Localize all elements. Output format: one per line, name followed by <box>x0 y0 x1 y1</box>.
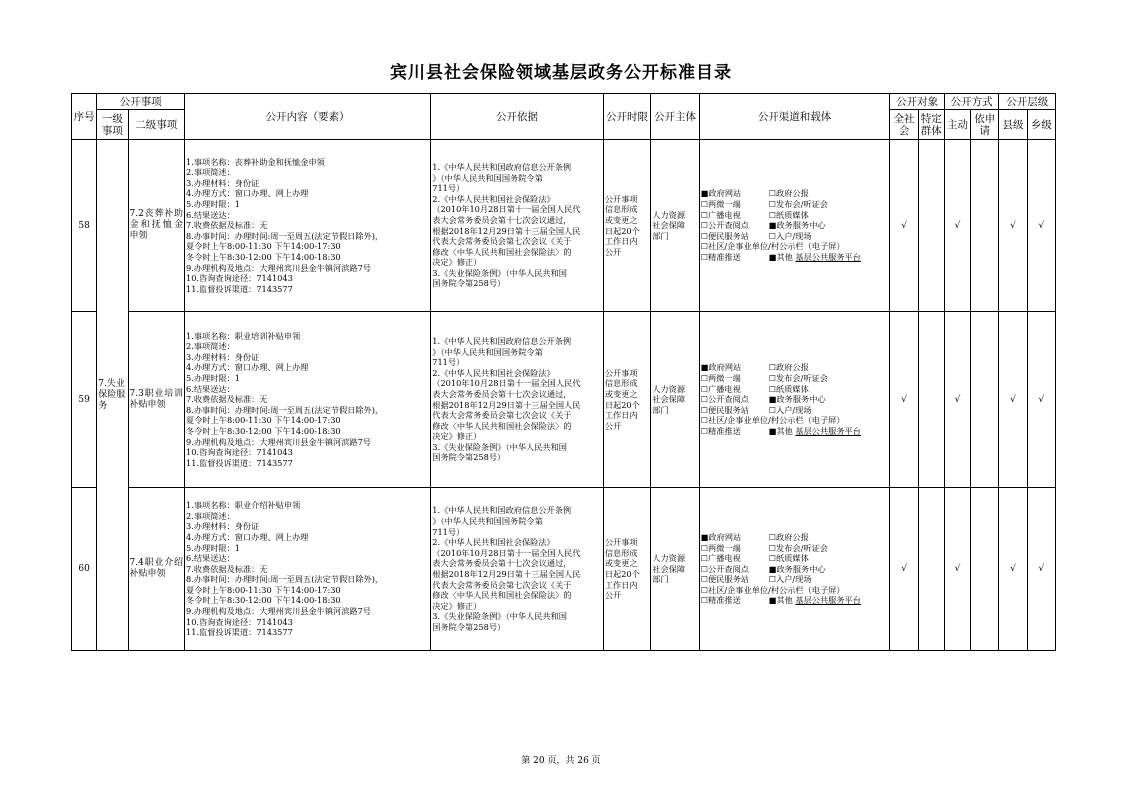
channel-option: ☐精准推送 <box>700 425 741 436</box>
content-line: 10.咨询查询途径：7141043 <box>186 447 293 458</box>
basis-line: 决定》修正） <box>432 257 482 268</box>
channel-option: ☐便民服务站 <box>700 404 749 415</box>
channel-option: ☐广播电视 <box>700 553 741 564</box>
level1-item: 7.失业保险服务 <box>97 140 128 651</box>
basis-line: 代表大会常务委员会第七次会议《关于 <box>432 410 572 421</box>
row-seq: 58 <box>72 140 97 312</box>
content-line: 8.办事时间：办理时间:周一至周五(法定节假日除外)， <box>186 230 384 241</box>
body-line: 人力资源 <box>652 209 686 220</box>
channel-option: ☐发布会/听证会 <box>768 542 828 553</box>
time-line: 工作日内 <box>604 579 638 590</box>
channel-option: ☐精准推送 <box>700 595 741 606</box>
basis-line: （2010年10月28日第十一届全国人民代 <box>432 204 581 215</box>
time-line: 公开 <box>604 420 622 431</box>
check-method-request <box>971 140 999 312</box>
body-cell <box>651 488 699 651</box>
channel-other-text: 基层公共服务平台 <box>795 251 861 262</box>
header-channel: 公开渠道和载体 <box>699 94 890 140</box>
body-line: 部门 <box>652 574 669 585</box>
check-method-active: √ <box>944 488 970 651</box>
header-target-all: 全社会 <box>890 110 918 140</box>
content-cell <box>185 312 431 488</box>
time-line: 公开事项 <box>604 367 638 378</box>
header-target-specific: 特定群体 <box>918 110 944 140</box>
body-line: 社会保障 <box>652 563 686 574</box>
channel-cell <box>699 140 890 312</box>
channel-option: ☐公开查阅点 <box>700 563 749 574</box>
check-level-county: √ <box>999 140 1027 312</box>
time-line: 信息形成 <box>604 547 638 558</box>
content-line: 4.办理方式：窗口办理、网上办理 <box>186 188 309 199</box>
basis-line: 》（中华人民共和国国务院令第 <box>432 346 543 357</box>
content-line: 9.办理机构及地点：大理州宾川县金牛镇河滨路7号 <box>186 436 371 447</box>
basis-line: 修改〈中华人民共和国社会保险法〉的 <box>432 590 572 601</box>
channel-option: ☐精准推送 <box>700 251 741 262</box>
table-row <box>72 312 1056 488</box>
header-level-town: 乡级 <box>1027 110 1055 140</box>
content-line: 11.监督投诉渠道：7143577 <box>186 283 293 294</box>
channel-option: ☐入户/现场 <box>768 404 812 415</box>
row-seq: 60 <box>72 488 97 651</box>
row-seq: 59 <box>72 312 97 488</box>
content-line: 10.咨询查询途径：7141043 <box>186 273 293 284</box>
check-level-town: √ <box>1027 140 1055 312</box>
time-line: 工作日内 <box>604 410 638 421</box>
content-line: 夏令时上午8:00-11:30 下午14:00-17:30 <box>186 584 341 595</box>
channel-grid <box>701 188 889 262</box>
channel-option: ☐公开查阅点 <box>700 220 749 231</box>
content-line: 11.监督投诉渠道：7143577 <box>186 457 293 468</box>
channel-option: ☐入户/现场 <box>768 574 812 585</box>
content-line: 9.办理机构及地点：大理州宾川县金牛镇河滨路7号 <box>186 606 371 617</box>
channel-option: ☐政府公报 <box>768 188 809 199</box>
check-level-county: √ <box>999 312 1027 488</box>
time-line: 或变更之 <box>604 388 638 399</box>
channel-option: ☐两微一端 <box>700 199 741 210</box>
table-row <box>72 140 1056 312</box>
time-cell <box>603 488 650 651</box>
time-line: 工作日内 <box>604 236 638 247</box>
basis-line: 表大会常务委员会第十七次会议通过， <box>432 558 572 569</box>
channel-option-other: ■其他 基层公共服务平台 <box>768 425 861 436</box>
content-line: 5.办理时限：1 <box>186 199 240 210</box>
time-line: 或变更之 <box>604 558 638 569</box>
check-target-all: √ <box>890 488 918 651</box>
content-line: 4.办理方式：窗口办理、网上办理 <box>186 531 309 542</box>
header-basis: 公开依据 <box>431 94 604 140</box>
basis-line: 修改〈中华人民共和国社会保险法〉的 <box>432 246 572 257</box>
basis-line: 1.《中华人民共和国政府信息公开条例 <box>432 335 572 346</box>
header-body: 公开主体 <box>651 94 699 140</box>
channel-option-other: ■其他 基层公共服务平台 <box>768 251 861 262</box>
table-row <box>72 488 1056 651</box>
basis-cell <box>431 312 604 488</box>
basis-line: 根据2018年12月29日第十三届全国人民 <box>432 225 581 236</box>
channel-option: ☐社区/企事业单位/村公示栏（电子屏） <box>700 584 845 595</box>
channel-option: ■政务服务中心 <box>768 220 826 231</box>
body-line: 部门 <box>652 404 669 415</box>
channel-option: ■政府网站 <box>700 531 742 542</box>
channel-option: ☐社区/企事业单位/村公示栏（电子屏） <box>700 241 845 252</box>
basis-line: 国务院令第258号） <box>432 452 506 463</box>
channel-option: ☐两微一端 <box>700 542 741 553</box>
check-level-town: √ <box>1027 312 1055 488</box>
basis-line: （2010年10月28日第十一届全国人民代 <box>432 547 581 558</box>
check-target-specific <box>918 488 944 651</box>
channel-option: ☐政府公报 <box>768 531 809 542</box>
body-line: 人力资源 <box>652 553 686 564</box>
time-line: 公开 <box>604 246 622 257</box>
header-level-county: 县级 <box>999 110 1027 140</box>
header-time: 公开时限 <box>603 94 650 140</box>
body-line: 社会保障 <box>652 394 686 405</box>
basis-line: 表大会常务委员会第十七次会议通过， <box>432 388 572 399</box>
level2-item: 7.4职业介绍补贴申领 <box>128 488 185 651</box>
basis-line: 2.《中华人民共和国社会保险法》 <box>432 193 555 204</box>
time-line: 日起20个 <box>604 225 640 236</box>
channel-option-other: ■其他 基层公共服务平台 <box>768 595 861 606</box>
channel-option: ☐纸质媒体 <box>768 383 809 394</box>
content-line: 10.咨询查询途径：7141043 <box>186 616 293 627</box>
content-line: 11.监督投诉渠道：7143577 <box>186 627 293 638</box>
basis-line: 1.《中华人民共和国政府信息公开条例 <box>432 505 572 516</box>
basis-cell <box>431 140 604 312</box>
basis-cell <box>431 488 604 651</box>
basis-line: 3.《失业保险条例》（中华人民共和国 <box>432 611 567 622</box>
channel-option: ■政府网站 <box>700 362 742 373</box>
body-line: 部门 <box>652 230 669 241</box>
content-line: 3.办理材料：身份证 <box>186 351 260 362</box>
content-line: 3.办理材料：身份证 <box>186 521 260 532</box>
content-line: 夏令时上午8:00-11:30 下午14:00-17:30 <box>186 241 341 252</box>
basis-line: 国务院令第258号） <box>432 278 506 289</box>
basis-line: 代表大会常务委员会第七次会议《关于 <box>432 579 572 590</box>
content-line: 8.办事时间：办理时间:周一至周五(法定节假日除外)， <box>186 574 384 585</box>
disclosure-table <box>71 93 1056 651</box>
header-level1: 一级事项 <box>97 110 128 140</box>
content-cell <box>185 488 431 651</box>
time-line: 日起20个 <box>604 399 640 410</box>
channel-option: ■政务服务中心 <box>768 394 826 405</box>
content-line: 2.事项简述： <box>186 510 235 521</box>
channel-option: ■政府网站 <box>700 188 742 199</box>
basis-line: 3.《失业保险条例》（中华人民共和国 <box>432 441 567 452</box>
level2-item: 7.3职业培训补贴申领 <box>128 312 185 488</box>
channel-cell <box>699 488 890 651</box>
header-level-group: 公开层级 <box>999 94 1056 110</box>
header-seq: 序号 <box>72 94 97 140</box>
header-level2: 二级事项 <box>128 110 185 140</box>
page-footer: 第 20 页，共 26 页 <box>521 756 601 766</box>
channel-option: ☐公开查阅点 <box>700 394 749 405</box>
time-cell <box>603 312 650 488</box>
basis-line: 1.《中华人民共和国政府信息公开条例 <box>432 161 572 172</box>
channel-cell <box>699 312 890 488</box>
content-line: 2.事项简述： <box>186 167 235 178</box>
header-method-request: 依申请 <box>971 110 999 140</box>
basis-line: 》（中华人民共和国国务院令第 <box>432 516 543 527</box>
basis-line: 修改〈中华人民共和国社会保险法〉的 <box>432 420 572 431</box>
channel-other-text: 基层公共服务平台 <box>795 425 861 436</box>
check-method-request <box>971 312 999 488</box>
check-target-all: √ <box>890 140 918 312</box>
content-line: 1.事项名称：职业培训补贴申领 <box>186 330 301 341</box>
time-line: 或变更之 <box>604 214 638 225</box>
header-content: 公开内容（要素） <box>185 94 431 140</box>
check-method-active: √ <box>944 140 970 312</box>
channel-option: ☐政府公报 <box>768 362 809 373</box>
body-cell <box>651 140 699 312</box>
content-line: 7.收费依据及标准：无 <box>186 563 268 574</box>
channel-option: ☐入户/现场 <box>768 230 812 241</box>
check-target-all: √ <box>890 312 918 488</box>
document-title: 宾川县社会保险领域基层政务公开标准目录 <box>390 63 732 83</box>
content-line: 夏令时上午8:00-11:30 下午14:00-17:30 <box>186 415 341 426</box>
basis-line: （2010年10月28日第十一届全国人民代 <box>432 378 581 389</box>
basis-line: 2.《中华人民共和国社会保险法》 <box>432 367 555 378</box>
basis-line: 711号） <box>432 526 465 537</box>
content-line: 6.结果送达： <box>186 383 235 394</box>
time-line: 公开事项 <box>604 193 638 204</box>
basis-line: 2.《中华人民共和国社会保险法》 <box>432 537 555 548</box>
channel-option: ☐广播电视 <box>700 383 741 394</box>
check-target-specific <box>918 312 944 488</box>
time-line: 公开事项 <box>604 537 638 548</box>
channel-other-text: 基层公共服务平台 <box>795 595 861 606</box>
channel-grid <box>701 532 889 606</box>
check-method-request <box>971 488 999 651</box>
body-line: 人力资源 <box>652 383 686 394</box>
check-level-county: √ <box>999 488 1027 651</box>
content-line: 冬令时上午8:30-12:00 下午14:00-18:30 <box>186 251 341 262</box>
body-line: 社会保障 <box>652 220 686 231</box>
content-line: 8.办事时间：办理时间:周一至周五(法定节假日除外)， <box>186 404 384 415</box>
basis-line: 表大会常务委员会第十七次会议通过， <box>432 214 572 225</box>
content-line: 9.办理机构及地点：大理州宾川县金牛镇河滨路7号 <box>186 262 371 273</box>
channel-option: ☐广播电视 <box>700 209 741 220</box>
content-line: 5.办理时限：1 <box>186 373 240 384</box>
check-level-town: √ <box>1027 488 1055 651</box>
channel-option: ☐便民服务站 <box>700 230 749 241</box>
content-line: 3.办理材料：身份证 <box>186 177 260 188</box>
basis-line: 711号） <box>432 357 465 368</box>
channel-option: ☐两微一端 <box>700 373 741 384</box>
body-cell <box>651 312 699 488</box>
content-line: 1.事项名称：职业介绍补贴申领 <box>186 500 301 511</box>
basis-line: 决定》修正） <box>432 600 482 611</box>
channel-grid <box>701 362 889 436</box>
channel-option: ☐发布会/听证会 <box>768 373 828 384</box>
content-line: 6.结果送达： <box>186 209 235 220</box>
channel-option: ☐纸质媒体 <box>768 209 809 220</box>
basis-line: 根据2018年12月29日第十三届全国人民 <box>432 569 581 579</box>
time-line: 信息形成 <box>604 204 638 215</box>
content-cell <box>185 140 431 312</box>
content-line: 7.收费依据及标准：无 <box>186 220 268 231</box>
level2-item: 7.2丧葬补助金和抚恤金申领 <box>128 140 185 312</box>
content-line: 5.办理时限：1 <box>186 542 240 553</box>
channel-option: ■政务服务中心 <box>768 563 826 574</box>
channel-option: ☐便民服务站 <box>700 574 749 585</box>
channel-option: ☐纸质媒体 <box>768 553 809 564</box>
basis-line: 711号） <box>432 183 465 194</box>
time-line: 公开 <box>604 590 622 601</box>
content-line: 冬令时上午8:30-12:00 下午14:00-18:30 <box>186 425 341 436</box>
check-target-specific <box>918 140 944 312</box>
content-line: 2.事项简述： <box>186 341 235 352</box>
content-line: 6.结果送达： <box>186 553 235 564</box>
basis-line: 根据2018年12月29日第十三届全国人民 <box>432 399 581 410</box>
header-item-group: 公开事项 <box>97 94 185 110</box>
content-line: 7.收费依据及标准：无 <box>186 394 268 405</box>
basis-line: 》（中华人民共和国国务院令第 <box>432 172 543 183</box>
basis-line: 决定》修正） <box>432 431 482 442</box>
basis-line: 代表大会常务委员会第七次会议《关于 <box>432 236 572 247</box>
content-line: 1.事项名称：丧葬补助金和抚恤金申领 <box>186 156 325 167</box>
time-line: 日起20个 <box>604 569 640 579</box>
header-target-group: 公开对象 <box>890 94 944 110</box>
header-method-group: 公开方式 <box>944 94 998 110</box>
content-line: 4.办理方式：窗口办理、网上办理 <box>186 362 309 373</box>
check-method-active: √ <box>944 312 970 488</box>
time-cell <box>603 140 650 312</box>
channel-option: ☐社区/企事业单位/村公示栏（电子屏） <box>700 415 845 426</box>
basis-line: 3.《失业保险条例》（中华人民共和国 <box>432 267 567 278</box>
channel-option: ☐发布会/听证会 <box>768 199 828 210</box>
header-method-active: 主动 <box>944 110 970 140</box>
basis-line: 国务院令第258号） <box>432 621 506 632</box>
time-line: 信息形成 <box>604 378 638 389</box>
content-line: 冬令时上午8:30-12:00 下午14:00-18:30 <box>186 595 341 606</box>
